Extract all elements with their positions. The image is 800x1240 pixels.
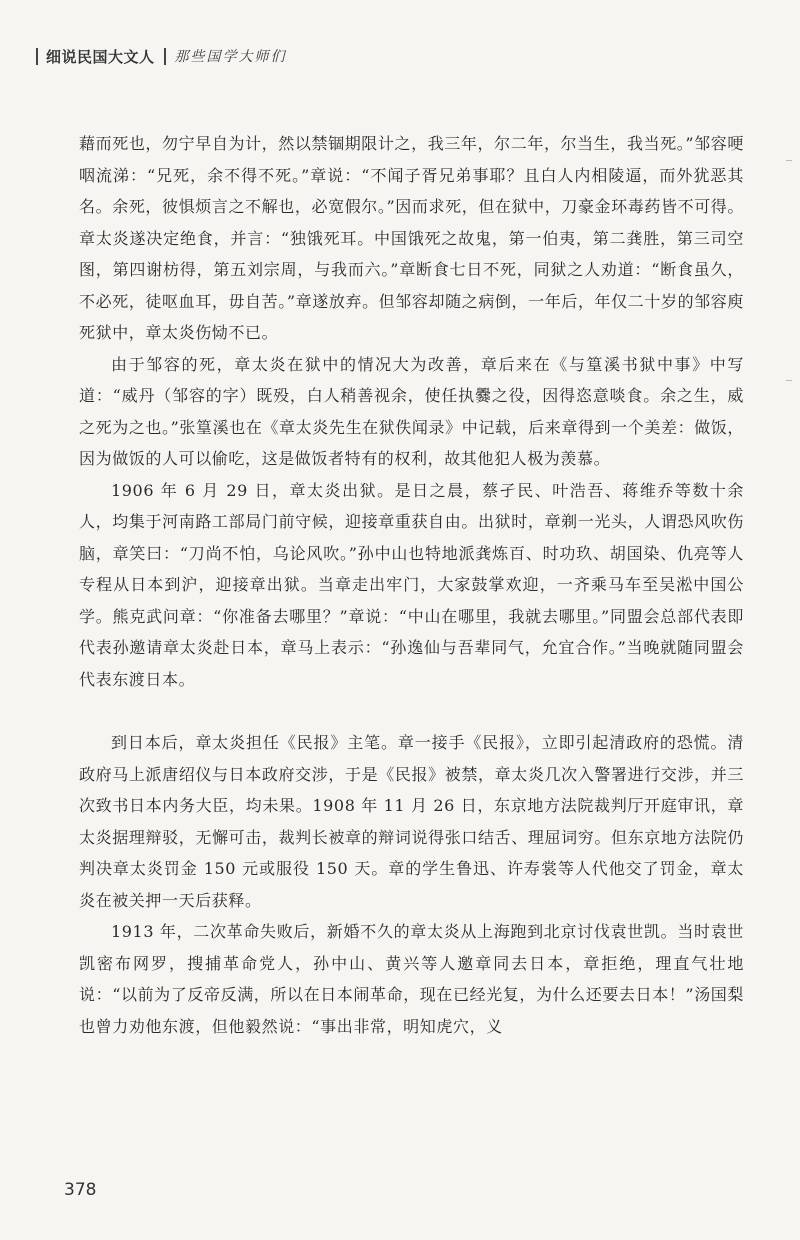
running-header xyxy=(36,44,287,68)
series-title: 细说民国大文人 xyxy=(46,47,155,66)
chapter-subtitle: 那些国学大师们 xyxy=(174,49,287,65)
page-number: 378 xyxy=(64,1180,97,1200)
scan-edge-mark xyxy=(786,380,792,381)
paragraph: 到日本后，章太炎担任《民报》主笔。章一接手《民报》，立即引起清政府的恐慌。清政府马上派唐绍仪与日本政府交涉，于是《民报》被禁，章太炎几次入警署进行交涉，并三次致书日本内务大臣，均未果。1908 年 11 月 26 日，东京地方法院裁判厅开庭审讯，章太炎据理辩驳，无懈可击，裁判长被章的辩词说得张口结舌、理屈词穷。但东京地方法院仍判决章太炎罚金 150 元或服役 150 天。章的学生鲁迅、许寿裳等人代他交了罚金，章太炎在被关押一天后获释。 xyxy=(79,733,744,910)
body-text xyxy=(79,128,744,1042)
header-divider xyxy=(36,48,38,65)
header-divider xyxy=(164,48,166,65)
paragraph: 藉而死也，勿宁早自为计，然以禁锢期限计之，我三年，尔二年，尔当生，我当死。”邹容哽咽流涕：“兄死，余不得不死。”章说：“不闻子胥兄弟事耶？且白人内相陵逼，而外犹恶其名。余死，彼惧烦言之不解也，必宽假尔。”因而求死，但在狱中，刀豪金环毒药皆不可得。章太炎遂决定绝食，并言：“独饿死耳。中国饿死之故鬼，第一伯夷，第二龚胜，第三司空图，第四谢枋得，第五刘宗周，与我而六。”章断食七日不死，同狱之人劝道：“断食虽久，不必死，徒呕血耳，毋自苦。”章遂放弃。但邹容却随之病倒，一年后，年仅二十岁的邹容庾死狱中，章太炎伤恸不已。 xyxy=(79,134,744,342)
paragraph: 1906 年 6 月 29 日，章太炎出狱。是日之晨，蔡孑民、叶浩吾、蒋维乔等数十余人，均集于河南路工部局门前守候，迎接章重获自由。出狱时，章剃一光头，人谓恐风吹伤脑，章笑曰：“刀尚不怕，乌论风吹。”孙中山也特地派龚炼百、时功玖、胡国染、仇亮等人专程从日本到沪，迎接章出狱。当章走出牢门，大家鼓掌欢迎，一齐乘马车至吴淞中国公学。熊克武问章：“你准备去哪里？”章说：“中山在哪里，我就去哪里。”同盟会总部代表即代表孙邀请章太炎赴日本，章马上表示：“孙逸仙与吾辈同气，允宜合作。”当晚就随同盟会代表东渡日本。 xyxy=(79,480,744,689)
paragraph: 由于邹容的死，章太炎在狱中的情况大为改善，章后来在《与篁溪书狱中事》中写道：“威丹（邹容的字）既殁，白人稍善视余，使任执爨之役，因得恣意啖食。余之生，威之死为之也。”张篁溪也在《章太炎先生在狱佚闻录》中记载，后来章得到一个美差：做饭，因为做饭的人可以偷吃，这是做饭者特有的权利，故其他犯人极为羡慕。 xyxy=(79,354,744,468)
paragraph: 1913 年，二次革命失败后，新婚不久的章太炎从上海跑到北京讨伐袁世凯。当时袁世凯密布网罗，搜捕革命党人，孙中山、黄兴等人邀章同去日本，章拒绝，理直气壮地说：“以前为了反帝反满，所以在日本闹革命，现在已经光复，为什么还要去日本！”汤国梨也曾力劝他东渡，但他毅然说：“事出非常，明知虎穴，义 xyxy=(79,922,744,1036)
scan-edge-mark xyxy=(786,160,792,161)
